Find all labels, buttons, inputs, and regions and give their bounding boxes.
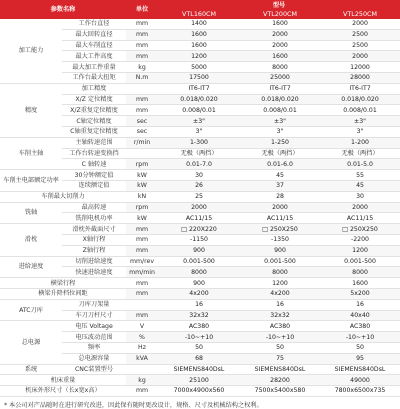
param-item-cell: C 轴转速 xyxy=(62,159,126,170)
table-row xyxy=(0,191,400,202)
value-cell: IT6-IT7 xyxy=(240,83,320,94)
value-cell: 55 xyxy=(320,170,400,181)
model-header: 型号 xyxy=(158,0,400,10)
unit-cell: Hz xyxy=(126,342,158,353)
param-item-cell: C轴重复定位精度 xyxy=(62,126,126,137)
value-cell: 0.001-500 xyxy=(320,256,400,267)
value-cell: 16 xyxy=(158,299,240,310)
param-group-cell: 精度 xyxy=(0,83,62,137)
unit-cell: rpm xyxy=(126,202,158,213)
value-cell: 900 xyxy=(240,245,320,256)
value-cell: 2000 xyxy=(158,202,240,213)
unit-cell: V xyxy=(126,321,158,332)
unit-cell: mm xyxy=(126,51,158,62)
value-cell: -1350 xyxy=(240,234,320,245)
table-row xyxy=(0,375,400,386)
table-row xyxy=(0,321,400,332)
value-cell: 16 xyxy=(320,299,400,310)
value-cell: SIEMENS840DsL xyxy=(320,364,400,375)
table-row xyxy=(0,278,400,289)
value-cell: 1200 xyxy=(158,51,240,62)
value-cell: 25100 xyxy=(158,375,240,386)
unit-cell: mm xyxy=(126,288,158,299)
value-cell: 1-300 xyxy=(158,137,240,148)
unit-cell: kg xyxy=(126,62,158,73)
value-cell: 8000 xyxy=(158,267,240,278)
value-cell: 0.008/0.01 xyxy=(158,105,240,116)
param-item-cell: 电压波动范围 xyxy=(62,332,126,343)
value-cell: 无极（两挡） xyxy=(158,148,240,159)
value-cell: 7500x5400x580 xyxy=(240,386,320,397)
value-cell: 2000 xyxy=(240,29,320,40)
unit-cell: mm xyxy=(126,105,158,116)
value-cell: 无极（两挡） xyxy=(320,148,400,159)
value-cell: 25 xyxy=(158,191,240,202)
value-cell: 26 xyxy=(158,180,240,191)
value-cell: 0.01-7.0 xyxy=(158,159,240,170)
value-cell: □ 220X220 xyxy=(158,224,240,235)
value-cell: 1400 xyxy=(158,19,240,29)
table-row xyxy=(0,202,400,213)
value-cell: 7000x4900x560 xyxy=(158,386,240,397)
unit-cell: mm xyxy=(126,94,158,105)
value-cell: 45 xyxy=(320,180,400,191)
table-row xyxy=(0,299,400,310)
value-cell: AC11/15 xyxy=(158,213,240,224)
param-item-cell: Z轴行程 xyxy=(62,245,126,256)
unit-cell: kW xyxy=(126,170,158,181)
value-cell: 2000 xyxy=(320,202,400,213)
value-cell: 68 xyxy=(158,353,240,364)
param-group-cell: 车削主轴 xyxy=(0,137,62,169)
value-cell: 2500 xyxy=(320,40,400,51)
value-cell: □ 250X250 xyxy=(240,224,320,235)
unit-cell: rpm xyxy=(126,159,158,170)
param-group-cell: 车削最大切削力 xyxy=(0,191,126,202)
value-cell: IT6-IT7 xyxy=(320,83,400,94)
value-cell: 1600 xyxy=(158,29,240,40)
table-row xyxy=(0,386,400,397)
param-group-cell: ATC刀库 xyxy=(0,299,62,321)
model-column-header: VTL200CM xyxy=(240,10,320,19)
value-cell: 28000 xyxy=(320,72,400,83)
value-cell: -10~+10 xyxy=(320,332,400,343)
value-cell: 3" xyxy=(158,126,240,137)
spec-table-body xyxy=(0,19,400,396)
unit-cell: mm xyxy=(126,245,158,256)
value-cell: 28 xyxy=(240,191,320,202)
param-item-cell: 快速进给速度 xyxy=(62,267,126,278)
value-cell: 4x200 xyxy=(240,288,320,299)
value-cell: IT6-IT7 xyxy=(158,83,240,94)
param-group-cell: 横梁行程 xyxy=(0,278,126,289)
param-group-cell: 机床重量 xyxy=(0,375,126,386)
value-cell: 5x200 xyxy=(320,288,400,299)
value-cell: 17500 xyxy=(158,72,240,83)
value-cell: 0.008/0.01 xyxy=(320,105,400,116)
value-cell: 50 xyxy=(320,342,400,353)
unit-cell xyxy=(126,148,158,159)
unit-cell: mm xyxy=(126,310,158,321)
table-row xyxy=(0,364,400,375)
value-cell: 95 xyxy=(320,353,400,364)
value-cell: 25000 xyxy=(240,72,320,83)
param-item-cell: 主轴转速范围 xyxy=(62,137,126,148)
unit-cell xyxy=(126,364,158,375)
value-cell: 1600 xyxy=(320,278,400,289)
value-cell: -2200 xyxy=(320,234,400,245)
param-item-cell: 最大回转直径 xyxy=(62,29,126,40)
value-cell: 900 xyxy=(158,245,240,256)
param-name-header: 参数名称 xyxy=(0,0,126,19)
unit-cell: mm/min xyxy=(126,267,158,278)
param-item-cell: 切削进给速度 xyxy=(62,256,126,267)
param-item-cell: 30分钟额定值 xyxy=(62,170,126,181)
unit-cell: mm xyxy=(126,386,158,397)
unit-cell: N.m xyxy=(126,72,158,83)
value-cell: 32x32 xyxy=(240,310,320,321)
unit-cell: mm xyxy=(126,234,158,245)
value-cell: SIEMENS840DsL xyxy=(158,364,240,375)
value-cell: 32x32 xyxy=(158,310,240,321)
param-item-cell: 总电源容量 xyxy=(62,353,126,364)
unit-cell: mm xyxy=(126,19,158,29)
param-item-cell: 铣削电机功率 xyxy=(62,213,126,224)
value-cell: ±3" xyxy=(320,116,400,127)
value-cell: 1600 xyxy=(240,19,320,29)
value-cell: 无极（两挡） xyxy=(240,148,320,159)
table-row xyxy=(0,224,400,235)
param-item-cell: 加工精度 xyxy=(62,83,126,94)
value-cell: 3" xyxy=(320,126,400,137)
value-cell: 900 xyxy=(158,278,240,289)
param-item-cell: C轴定位精度 xyxy=(62,116,126,127)
unit-cell: kW xyxy=(126,180,158,191)
value-cell: AC380 xyxy=(320,321,400,332)
value-cell: 1-200 xyxy=(320,137,400,148)
param-item-cell: 滑枕外截面尺寸 xyxy=(62,224,126,235)
param-item-cell: 车刀刀杆尺寸 xyxy=(62,310,126,321)
param-group-cell: 滑枕 xyxy=(0,224,62,256)
value-cell: 0.001-500 xyxy=(240,256,320,267)
value-cell: 2000 xyxy=(320,19,400,29)
param-group-cell: 系统 xyxy=(0,364,62,375)
value-cell: AC11/15 xyxy=(320,213,400,224)
param-item-cell: X轴行程 xyxy=(62,234,126,245)
unit-cell: mm/rev xyxy=(126,256,158,267)
table-row xyxy=(0,170,400,181)
value-cell: 75 xyxy=(240,353,320,364)
value-cell: 0.01-6.0 xyxy=(240,159,320,170)
value-cell: AC380 xyxy=(240,321,320,332)
table-row xyxy=(0,137,400,148)
param-item-cell: CNC装置型号 xyxy=(62,364,126,375)
unit-cell: sec xyxy=(126,126,158,137)
param-item-cell: 电压 Voltage xyxy=(62,321,126,332)
value-cell: 0.008/0.01 xyxy=(240,105,320,116)
param-group-cell: 进给速度 xyxy=(0,256,62,278)
model-column-header: VTL160CM xyxy=(158,10,240,19)
unit-cell: mm xyxy=(126,278,158,289)
unit-cell: kVA xyxy=(126,353,158,364)
value-cell: 30 xyxy=(320,191,400,202)
value-cell: 2000 xyxy=(240,202,320,213)
value-cell: 49000 xyxy=(320,375,400,386)
unit-cell xyxy=(126,299,158,310)
table-row xyxy=(0,19,400,29)
table-row xyxy=(0,83,400,94)
param-group-cell: 横梁升降档位间距 xyxy=(0,288,126,299)
param-item-cell: X/Z 定位精度 xyxy=(62,94,126,105)
param-item-cell: 最高转速 xyxy=(62,202,126,213)
value-cell: 28200 xyxy=(240,375,320,386)
param-item-cell: 连续额定值 xyxy=(62,180,126,191)
unit-cell: sec xyxy=(126,116,158,127)
param-item-cell: 刀库刀架量 xyxy=(62,299,126,310)
value-cell: 5000 xyxy=(158,62,240,73)
value-cell: 45 xyxy=(240,170,320,181)
param-item-cell: 最大工件高度 xyxy=(62,51,126,62)
param-item-cell: 工作台最大扭矩 xyxy=(62,72,126,83)
value-cell: 0.01-5.0 xyxy=(320,159,400,170)
param-item-cell: 最大加工件重量 xyxy=(62,62,126,73)
param-group-cell: 车削主电部额定功率 xyxy=(0,170,62,192)
value-cell: AC11/15 xyxy=(240,213,320,224)
value-cell: 50 xyxy=(240,342,320,353)
param-group-cell: 总电源 xyxy=(0,321,62,364)
spec-table-header xyxy=(0,0,400,19)
value-cell: 50 xyxy=(158,342,240,353)
value-cell: ±3" xyxy=(158,116,240,127)
param-item-cell: 工作台直径 xyxy=(62,19,126,29)
value-cell: 3" xyxy=(240,126,320,137)
value-cell: SIEMENS840DsL xyxy=(240,364,320,375)
unit-cell: mm xyxy=(126,29,158,40)
unit-cell: mm xyxy=(126,40,158,51)
unit-header: 单位 xyxy=(126,0,158,19)
value-cell: 1-250 xyxy=(240,137,320,148)
param-group-cell: 加工能力 xyxy=(0,19,62,83)
table-row xyxy=(0,256,400,267)
unit-cell: % xyxy=(126,332,158,343)
param-item-cell: 频率 xyxy=(62,342,126,353)
param-group-cell: 铣轴 xyxy=(0,202,62,224)
value-cell: 8000 xyxy=(320,267,400,278)
value-cell: 1200 xyxy=(240,278,320,289)
unit-cell: kg xyxy=(126,375,158,386)
value-cell: 2500 xyxy=(320,29,400,40)
value-cell: 7800x6500x735 xyxy=(320,386,400,397)
value-cell: AC380 xyxy=(158,321,240,332)
param-group-cell: 机床外形尺寸（长x宽x高） xyxy=(0,386,126,397)
model-column-header: VTL250CM xyxy=(320,10,400,19)
param-item-cell: 最大车削直径 xyxy=(62,40,126,51)
value-cell: 0.001-500 xyxy=(158,256,240,267)
value-cell: 12000 xyxy=(320,62,400,73)
unit-cell xyxy=(126,83,158,94)
param-item-cell: X/Z重复定位精度 xyxy=(62,105,126,116)
value-cell: 1200 xyxy=(320,245,400,256)
value-cell: 8000 xyxy=(240,267,320,278)
value-cell: 37 xyxy=(240,180,320,191)
unit-cell: kW xyxy=(126,213,158,224)
value-cell: 1600 xyxy=(158,40,240,51)
param-item-cell: 工作台转速变换挡 xyxy=(62,148,126,159)
value-cell: 2000 xyxy=(320,51,400,62)
table-row xyxy=(0,288,400,299)
value-cell: ±3" xyxy=(240,116,320,127)
value-cell: 0.018/0.020 xyxy=(240,94,320,105)
value-cell: 8000 xyxy=(240,62,320,73)
value-cell: 0.018/0.020 xyxy=(320,94,400,105)
value-cell: 1600 xyxy=(240,51,320,62)
value-cell: 0.018/0.020 xyxy=(158,94,240,105)
unit-cell: kN xyxy=(126,191,158,202)
value-cell: 2000 xyxy=(240,40,320,51)
value-cell: 30 xyxy=(158,170,240,181)
value-cell: 40x40 xyxy=(320,310,400,321)
value-cell: -10~+10 xyxy=(158,332,240,343)
unit-cell: mm xyxy=(126,224,158,235)
unit-cell: r/min xyxy=(126,137,158,148)
value-cell: -1150 xyxy=(158,234,240,245)
value-cell: 4x200 xyxy=(158,288,240,299)
value-cell: -10~+10 xyxy=(240,332,320,343)
footnote: * 本公司对产品随时在进行研究改进，因此保有随时更改设计，规格、尺寸及机械结构之权利。 xyxy=(4,401,263,409)
value-cell: □ 250X250 xyxy=(320,224,400,235)
value-cell: 16 xyxy=(240,299,320,310)
